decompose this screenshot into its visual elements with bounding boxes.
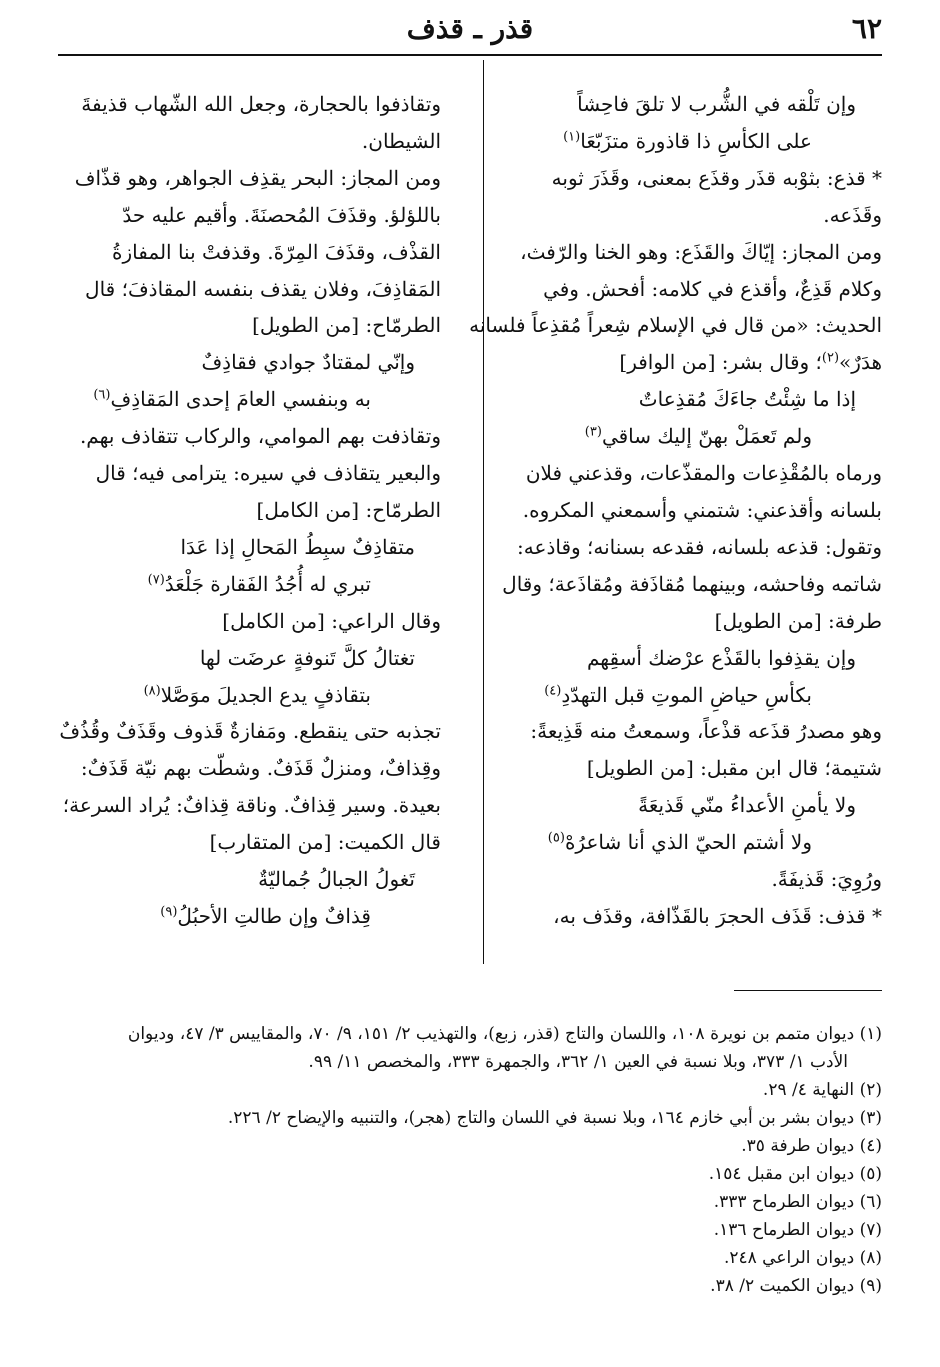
- footnote-label: (٦): [859, 1192, 882, 1212]
- line-text: تَغولُ الجبالُ جُماليّةٌ: [258, 867, 415, 892]
- text-line: [37, 271, 441, 308]
- line-text: وقَذَعه.: [823, 202, 882, 227]
- line-text: على الكأسِ ذا قاذورة متزَبّعَا: [580, 128, 812, 153]
- footnote-text: ديوان بشر بن أبي خازم ١٦٤، وبلا نسبة في اللسان والتاج (هجر)، والتنبيه والإيضاح ٢/ ٢٢٦.: [227, 1108, 855, 1128]
- line-text: * قذع: بثوْبه قذَر وقذَع بمعنى، وقَذَرَ ثوبه: [551, 165, 882, 190]
- line-text: وإن يقذِفوا بالقَذْع عرْضك أسقِهم: [586, 645, 856, 670]
- text-line: [37, 787, 441, 824]
- verse-line: [478, 677, 882, 714]
- footnote-ref: (٣): [584, 424, 602, 440]
- footnote-ref: (٦): [93, 387, 111, 403]
- line-text: تغتالُ كلَّ تَنوفةٍ عرضَت لها: [199, 645, 415, 670]
- footnote-label: (٥): [859, 1164, 882, 1184]
- footnote-label: (٤): [859, 1136, 882, 1156]
- verse-line: [478, 123, 882, 160]
- text-line: [37, 307, 441, 344]
- footnote-label: (٢): [859, 1080, 882, 1100]
- line-text: بكأسِ حياضِ الموتِ قبل التهدّدِ: [561, 682, 812, 707]
- text-line: [37, 603, 441, 640]
- line-text: الطرمّاح: [من الكامل]: [256, 497, 441, 522]
- footnotes: [58, 1020, 882, 1300]
- footnote-ref: (١): [563, 129, 581, 145]
- text-line: [37, 123, 441, 160]
- footnote-label: (١): [859, 1024, 882, 1044]
- line-text: بلسانه وأقذعني: شتمني وأسمعني المكروه.: [522, 497, 882, 522]
- text-line: [478, 713, 882, 750]
- line-text: به وبنفسي العامَ إحدى المَقاذِفِ: [110, 387, 371, 412]
- line-text: ولا يأمنِ الأعداءُ منّي قَذيعَةً: [638, 793, 856, 818]
- line-text: وكلام قَذِعٌ، وأقذع في كلامه: أفحش. وفي: [543, 276, 882, 301]
- footnote-ref: (٥): [547, 830, 565, 846]
- text-line: [478, 750, 882, 787]
- footnote-item: [58, 1272, 882, 1300]
- line-text: متقاذِفٌ سبِطُ المَحالِ إذا عَدَا: [180, 534, 415, 559]
- line-text: قال الكميت: [من المتقارب]: [209, 830, 441, 855]
- footnote-text: ديوان متمم بن نويرة ١٠٨، واللسان والتاج (قذر، زبع)، والتهذيب ٢/ ١٥١، ٩/ ٧٠، والمقاييس ٣/ ٤٧، وديوان: [127, 1024, 855, 1044]
- line-text: وقال الراعي: [من الكامل]: [222, 608, 441, 633]
- line-text: تبري له أُجُدُ الفَقارة جَلْعَدُ: [164, 571, 371, 596]
- footnote-continuation: الأدب ١/ ٣٧٣، وبلا نسبة في العين ١/ ٣٦٢، والجمهرة ٣٣٣، والمخصص ١١/ ٩٩.: [308, 1052, 848, 1072]
- page-number: ٦٢: [851, 12, 882, 45]
- footnote-text: النهاية ٤/ ٢٩.: [762, 1080, 855, 1100]
- footnote-text: ديوان الطرماح ١٣٦.: [713, 1220, 855, 1240]
- footnote-text: ديوان الكميت ٢/ ٣٨.: [710, 1276, 855, 1296]
- running-title: قذر ـ قذف: [406, 12, 534, 45]
- page-header: [58, 12, 882, 46]
- verse-line: [37, 898, 441, 935]
- verse-line: [478, 86, 882, 123]
- text-line: [37, 455, 441, 492]
- line-text: وتقاذفت بهم الموامي، والركاب تتقاذف بهم.: [79, 424, 441, 449]
- text-line: [478, 898, 882, 935]
- text-line: [37, 824, 441, 861]
- footnote-item: [58, 1076, 882, 1104]
- text-line: [478, 455, 882, 492]
- line-text-after-ref: ؛ وقال بشر: [من الوافر]: [619, 350, 822, 375]
- footnote-item: [58, 1244, 882, 1272]
- footnote-item: [58, 1216, 882, 1244]
- footnote-ref: (٢): [821, 350, 840, 366]
- text-line: [478, 566, 882, 603]
- line-text: ورماه بالمُقْذِعات والمقذّعات، وقذعني فلان: [525, 461, 882, 486]
- footnote-item: [58, 1160, 882, 1188]
- line-text: وإن تَلْقه في الشُّرب لا تلقَ فاحِشاً: [577, 92, 856, 116]
- line-text: والبعير يتقاذف في سيره: يترامى فيه؛ قال: [95, 461, 441, 486]
- line-text: الشيطان.: [361, 128, 441, 153]
- text-line: [37, 492, 441, 529]
- line-text: تجذبه حتى ينقطع. ومَفازةٌ قَذوف وقَذَفٌ وقُذُفٌ: [59, 719, 441, 744]
- footnote-label: (٧): [859, 1220, 882, 1240]
- text-line: [37, 197, 441, 234]
- line-text: الحديث: «من قال في الإسلام شِعراً مُقذِعاً فلسانه: [469, 313, 882, 338]
- footnote-item: [58, 1132, 882, 1160]
- line-text: القذْف، وقذَفَ المِرّةَ. وقذفتْ بنا المفازةُ: [112, 239, 441, 264]
- verse-line: [478, 640, 882, 677]
- footnote-item: [58, 1104, 882, 1132]
- line-text: المَقاذِفَ، وفلان يقذف بنفسه المقاذفَ؛ قال: [85, 276, 441, 301]
- verse-line: [478, 381, 882, 418]
- line-text: ومن المجاز: البحر يقذِف الجواهر، وهو قذّاف: [74, 165, 441, 190]
- verse-line: [37, 640, 441, 677]
- footnote-item: [58, 1188, 882, 1216]
- text-line: [478, 529, 882, 566]
- line-text: هدَرٌ»: [839, 350, 882, 375]
- line-text: شتيمة؛ قال ابن مقبل: [من الطويل]: [586, 756, 882, 781]
- footnote-text: ديوان ابن مقبل ١٥٤.: [708, 1164, 855, 1184]
- text-line: [37, 234, 441, 271]
- text-line: [37, 160, 441, 197]
- footnote-label: (٣): [859, 1108, 882, 1128]
- line-text: ورُوِيَ: قَذيفَةً.: [771, 867, 882, 892]
- line-text: الطرمّاح: [من الطويل]: [252, 313, 441, 338]
- verse-line: [37, 861, 441, 898]
- verse-line: [478, 787, 882, 824]
- verse-line: [37, 677, 441, 714]
- footnote-ref: (٧): [147, 572, 165, 588]
- line-text: وتقاذفوا بالحجارة، وجعل الله الشّهاب قذيفةَ: [81, 92, 441, 116]
- text-line: [478, 234, 882, 271]
- line-text: ومن المجاز: إيّاكَ والقَذَع: وهو الخنا والرّفث،: [520, 239, 882, 264]
- line-text: * قذف: قَذَف الحجرَ بالقَذّافة، وقذَف به،: [553, 903, 882, 928]
- footnote-item: [58, 1020, 882, 1048]
- text-line: [37, 86, 441, 123]
- footnote-ref: (٨): [143, 682, 161, 698]
- footnote-text: ديوان طرفة ٣٥.: [741, 1136, 855, 1156]
- text-line: [478, 344, 882, 381]
- line-text: وهو مصدرُ قذَعه قذْعاً، وسمعتُ منه قَذِيعةً:: [530, 719, 882, 744]
- footnote-ref: (٩): [160, 904, 178, 920]
- verse-line: [478, 824, 882, 861]
- footnote-label: (٨): [859, 1248, 882, 1268]
- line-text: بتقاذفٍ يدع الجديلَ موَصَّلا: [160, 682, 371, 707]
- line-text: بعيدة. وسير قِذافٌ. وناقة قِذافٌ: يُراد السرعة؛: [62, 793, 441, 818]
- right-column: [469, 86, 882, 935]
- line-text: وتقول: قذعه بلسانه، فقدعه بسنانه؛ وقاذعه:: [517, 534, 882, 559]
- footnote-ref: (٤): [544, 682, 562, 698]
- footnote-text: ديوان الراعي ٢٤٨.: [723, 1248, 855, 1268]
- line-text: قِذافٌ وإن طالتِ الأحبُلُ: [177, 903, 371, 928]
- verse-line: [37, 381, 441, 418]
- verse-line: [37, 344, 441, 381]
- footnote-text: ديوان الطرماح ٣٣٣.: [713, 1192, 855, 1212]
- left-column: [37, 86, 441, 935]
- verse-line: [37, 566, 441, 603]
- text-line: [478, 271, 882, 308]
- text-line: [469, 307, 882, 344]
- text-line: [478, 861, 882, 898]
- line-text: وإنّي لمقتادٌ جوادي فقاذِفٌ: [201, 350, 415, 375]
- footnote-label: (٩): [859, 1276, 882, 1296]
- line-text: باللؤلؤ. وقذَفَ المُحصنَةَ. وأقيم عليه حدّ: [122, 202, 441, 227]
- line-text: إذا ما شِئْتُ جاءَكَ مُقذِعاتٌ: [638, 387, 856, 412]
- text-line: [478, 492, 882, 529]
- text-line: [478, 197, 882, 234]
- footnote-rule: [734, 990, 882, 991]
- verse-line: [37, 529, 441, 566]
- line-text: ولم تَعمَلْ بهنّ إليك ساقي: [601, 424, 812, 449]
- verse-line: [478, 418, 882, 455]
- line-text: شاتمه وفاحشه، وبينهما مُقاذَفة ومُقاذَعة؛ وقال: [502, 571, 882, 596]
- line-text: ولا أشتم الحيّ الذي أنا شاعرُهْ: [564, 830, 812, 855]
- text-line: [37, 750, 441, 787]
- line-text: وقِذافٌ، ومنزلٌ قَذَفٌ. وشطّت بهم نيّة قَذَفٌ:: [80, 756, 441, 781]
- text-line: [478, 160, 882, 197]
- header-rule: [58, 54, 882, 56]
- text-line: [37, 418, 441, 455]
- text-line: [478, 603, 882, 640]
- text-line: [37, 713, 441, 750]
- line-text: طرفة: [من الطويل]: [714, 608, 882, 633]
